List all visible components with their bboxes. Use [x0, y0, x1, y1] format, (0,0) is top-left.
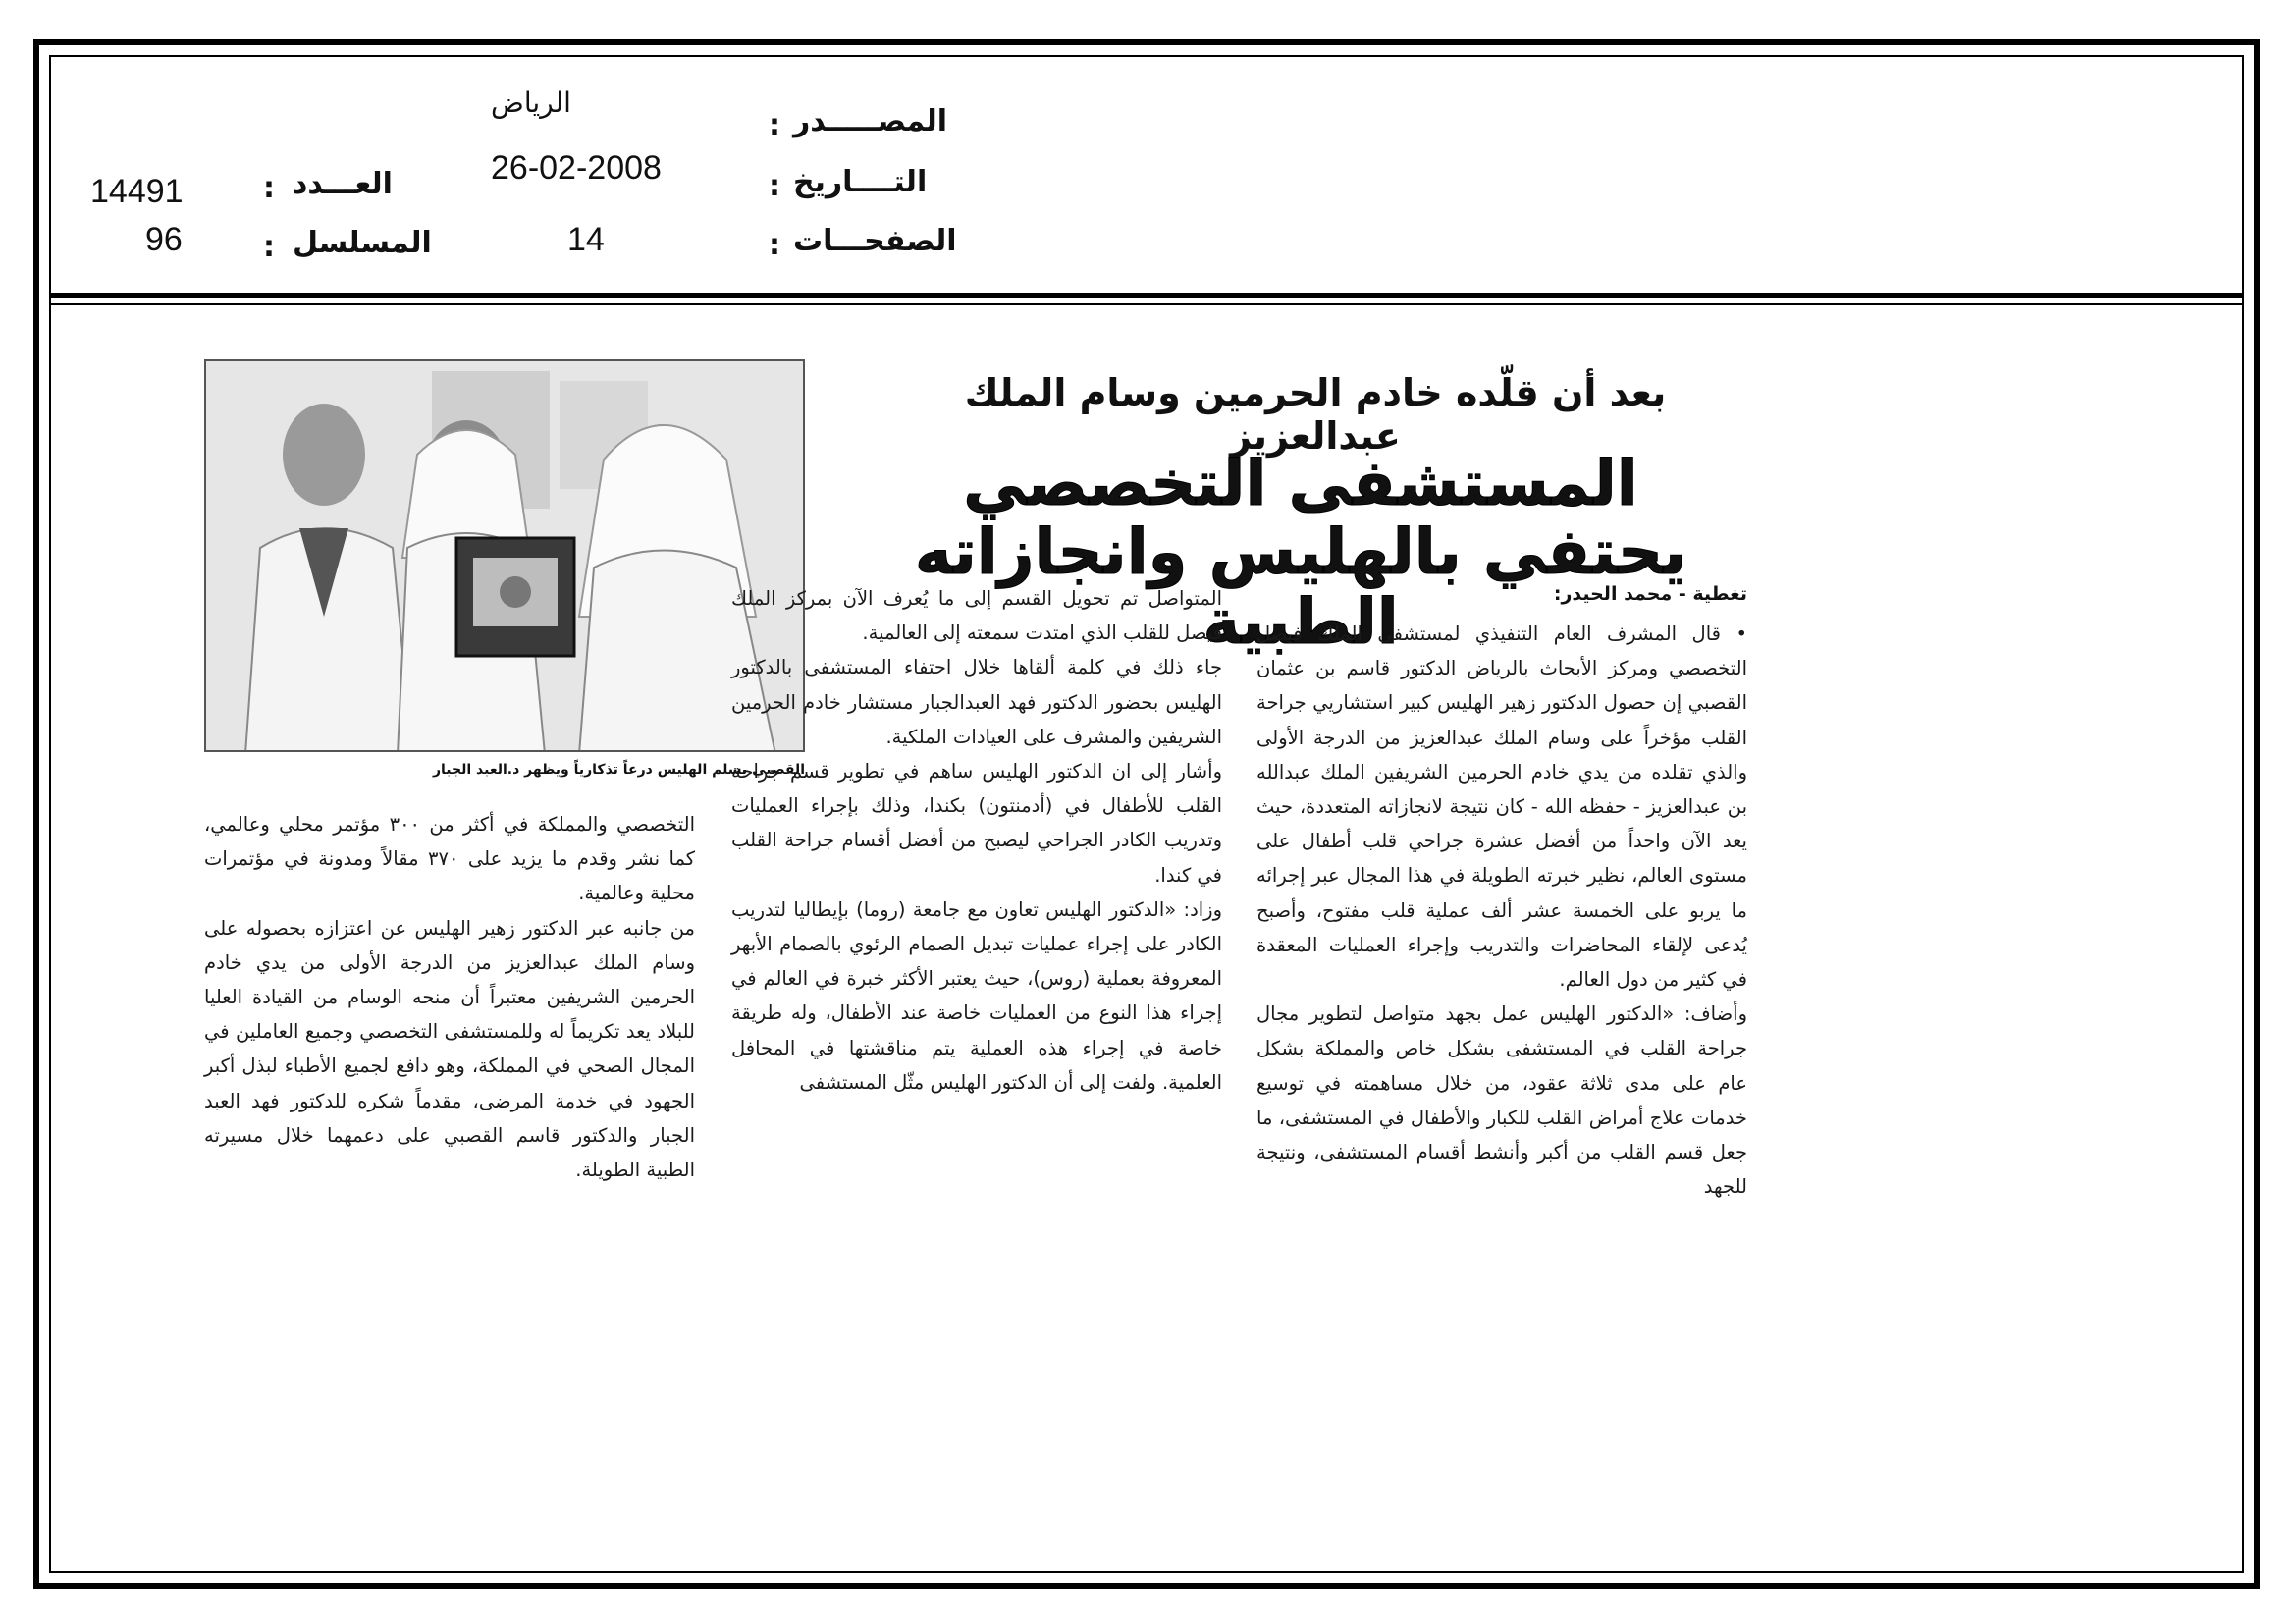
- issue-value: 14491: [90, 173, 184, 210]
- column-2-paragraph: وزاد: «الدكتور الهليس تعاون مع جامعة (روما) بإيطاليا لتدريب الكادر على إجراء عمليات تبديل الصمام الرئوي بالصمام الأبهر المعروفة بعملية (روس)، حيث يعتبر الأكثر خبرة في العالم في إجراء هذا النوع من العمليات خاصة عند الأطفال، وله طريقة خاصة في إجراء هذه العملية يتم مناقشتها في المحافل العلمية. ولفت إلى أن الدكتور الهليس مثّل المستشفى: [731, 897, 1222, 1094]
- column-1-paragraph: • قال المشرف العام التنفيذي لمستشفى الملك فيصل التخصصي ومركز الأبحاث بالرياض الدكتور قاسم بن عثمان القصبي إن حصول الدكتور زهير الهليس كبير استشاريي جراحة القلب مؤخراً على وسام الملك عبدالعزيز من الدرجة الأولى والذي تقلده من يدي خادم الحرمين الشريفين الملك عبدالله بن عبدالعزيز - حفظه الله - كان نتيجة لانجازاته المتعددة، حيث يعد الآن واحداً من أفضل عشرة جراحي قلب أطفال على مستوى العالم، نظير خبرته الطويلة في هذا المجال عبر إجرائه ما يربو على الخمسة عشر ألف عملية قلب مفتوح، وأصبح يُدعى لإلقاء المحاضرات والتدريب وإجراء العمليات المعقدة في كثير من دول العالم.: [1256, 623, 1747, 992]
- column-3-paragraph: من جانبه عبر الدكتور زهير الهليس عن اعتزازه بحصوله على وسام الملك عبدالعزيز من الدرجة الأولى من يدي خادم الحرمين الشريفين معتبراً أن منحه الوسام من القيادة العليا للبلاد يعد تكريماً له وللمستشفى التخصصي وجميع العاملين في المجال الصحي في المملكة، وهو دافع لجميع الأطباء لبذل أكبر الجهود في خدمة المرضى، مقدماً شكره للدكتور فهد العبد الجبار والدكتور قاسم القصبي على دعمهما خلال مسيرته الطبية الطويلة.: [204, 916, 695, 1182]
- pages-colon: :: [769, 228, 780, 262]
- date-colon: :: [769, 169, 780, 203]
- article-column-3: [204, 807, 695, 1219]
- issue-colon: :: [263, 171, 275, 205]
- article-column-2: [731, 581, 1222, 1225]
- column-2-paragraph: جاء ذلك في كلمة ألقاها خلال احتفاء المستشفى بالدكتور الهليس بحضور الدكتور فهد العبدالجبار مستشار خادم الحرمين الشريفين والمشرف على العيادات الملكية.: [731, 656, 1222, 748]
- article-byline: تغطية - محمد الحيدر:: [1553, 583, 1747, 605]
- header-divider-thin: [49, 303, 2244, 305]
- article-photo: [204, 359, 805, 752]
- column-2-paragraph: المتواصل تم تحويل القسم إلى ما يُعرف الآن بمركز الملك فيصل للقلب الذي امتدت سمعته إلى العالمية.: [731, 587, 1222, 645]
- photo-caption: القصبي يسلم الهليس درعاً تذكارياً ويظهر د.العبد الجبار: [432, 762, 805, 778]
- article-headline: المستشفى التخصصي يحتفي بالهليس وانجازاته الطبية: [914, 448, 1687, 659]
- serial-label: المسلسل: [293, 226, 432, 260]
- photo-illustration: [206, 361, 805, 752]
- issue-label: العـــدد: [293, 167, 393, 201]
- source-colon: :: [769, 108, 780, 142]
- column-2-paragraph: وأشار إلى ان الدكتور الهليس ساهم في تطوير قسم جراحة القلب للأطفال في (أدمنتون) بكندا، وذلك بإجراء العمليات وتدريب الكادر الجراحي ليصبح من أفضل أقسام جراحة القلب في كندا.: [731, 760, 1222, 887]
- date-value: 26-02-2008: [491, 149, 662, 187]
- header-divider-thick: [49, 293, 2244, 298]
- article-kicker: بعد أن قلّده خادم الحرمين وسام الملك عبدالعزيز: [964, 371, 1667, 458]
- pages-value: 14: [567, 221, 605, 258]
- pages-label: الصفحـــات: [793, 224, 957, 258]
- source-value: الرياض: [491, 86, 571, 119]
- column-3-paragraph: التخصصي والمملكة في أكثر من ٣٠٠ مؤتمر محلي وعالمي، كما نشر وقدم ما يزيد على ٣٧٠ مقالاً ومدونة في مؤتمرات محلية وعالمية.: [204, 813, 696, 905]
- column-1-paragraph: وأضاف: «الدكتور الهليس عمل بجهد متواصل لتطوير مجال جراحة القلب في المستشفى بشكل خاص والمملكة بشكل عام على مدى ثلاثة عقود، من خلال مساهمته في توسيع خدمات علاج أمراض القلب للكبار والأطفال في المستشفى، ما جعل قسم القلب من أكبر وأنشط أقسام المستشفى، ونتيجة للجهد: [1256, 1002, 1747, 1199]
- article-column-1: [1256, 617, 1747, 1225]
- serial-colon: :: [263, 230, 275, 264]
- serial-value: 96: [145, 221, 183, 258]
- source-label: المصـــــدر: [793, 104, 948, 138]
- date-label: التــــاريخ: [793, 165, 928, 199]
